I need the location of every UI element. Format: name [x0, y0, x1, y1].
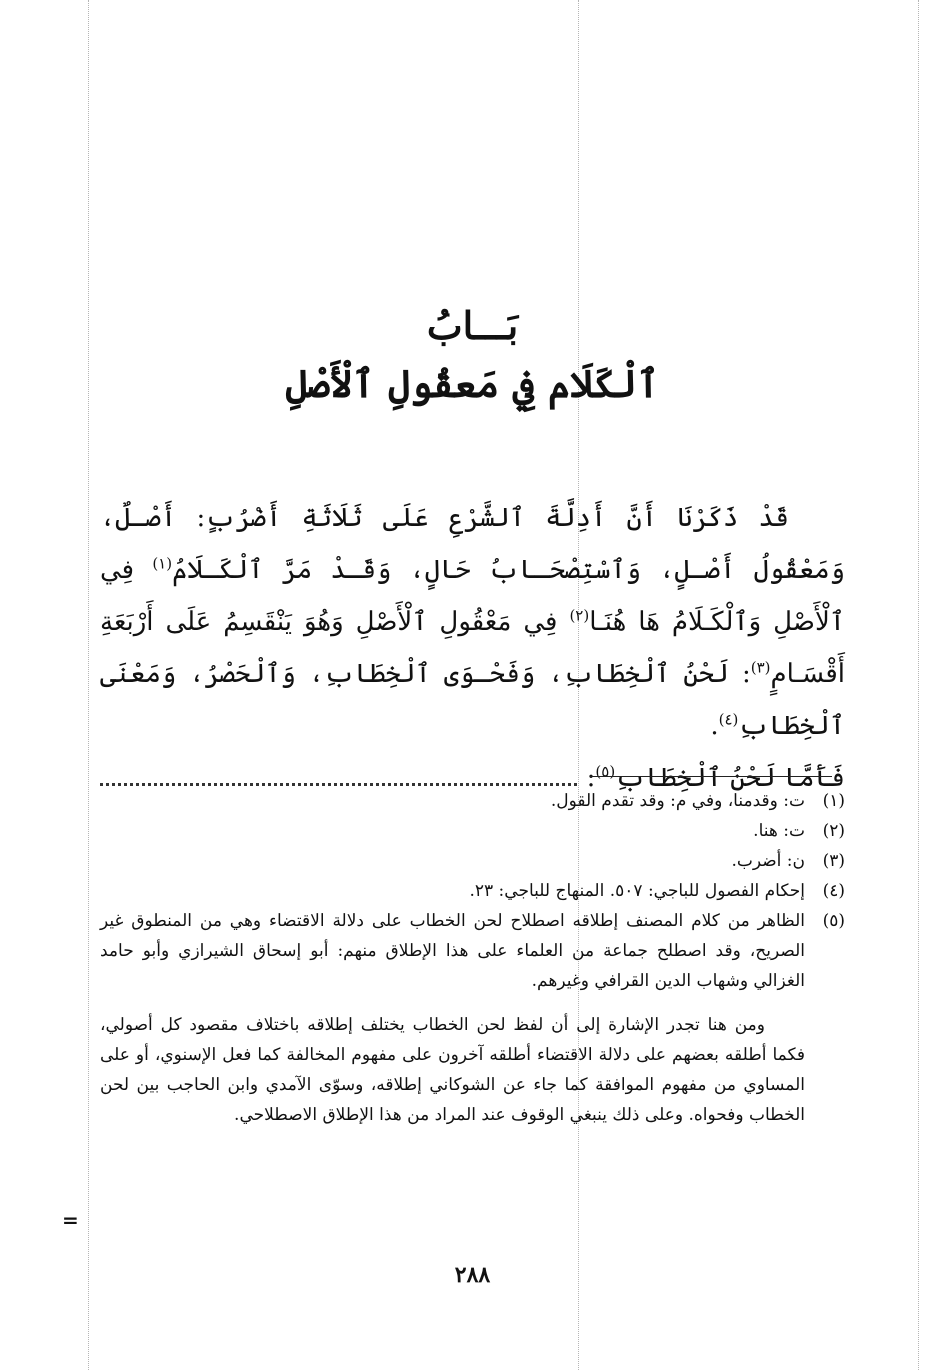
footnote-ref-1[interactable]: (١)	[152, 554, 173, 573]
footnote-separator	[590, 776, 832, 777]
scan-artifact-line	[918, 0, 919, 1370]
footnote-item	[100, 906, 845, 996]
footnote-number: (١)	[822, 791, 845, 811]
footnote-number: (٢)	[822, 821, 845, 841]
footnotes	[100, 786, 845, 1130]
main-text	[100, 492, 845, 804]
chapter-label: بَـــابُ	[426, 303, 519, 348]
footnote-ref-2[interactable]: (٢)	[569, 606, 590, 625]
footnote-item	[100, 876, 845, 906]
main-paragraph: قَدْ ذَكَرْنَا أَنَّ أَدِلَّةَ ٱلشَّرْعِ عَلَى ثَلَاثَةِ أَضْرُبٍ: أَصْـلٌ، وَمَعْقُولُ أَصْـلٍ، وَٱسْتِصْحَـابُ حَالٍ، وَقَـدْ مَرَّ ٱلْكَـلَامُ$^{(١)}$ فِي ٱلْأَصْلِ وَٱلْكَـلَامُ هَا هُنَـا$^{(٢)}$ فِي مَعْقُولِ ٱلْأَصْلِ وَهُوَ يَنْقَسِمُ عَلَى أَرْبَعَةِ أَقْسَـامٍ$^{(٣)}$: لَحْنُ ٱلْخِطَابِ، وَفَحْـوَى ٱلْخِطَابِ، وَٱلْحَصْرُ، وَمَعْنَى ٱلْخِطَابِ$^{(٤)}$.	[100, 503, 846, 741]
footnote-continuation: ومن هنا تجدر الإشارة إلى أن لفظ لحن الخطاب يختلف إطلاقه باختلاف مقصود كل أصولي، فكما أطلقه بعضهم على دلالة الاقتضاء أطلقه آخرون على مفهوم المخالفة كما فعل الإسنوي، أو على المساوي من مفهوم الموافقة كما جاء عن الشوكاني إطلاقه، وسوّى الآمدي وابن الحاجب بين لحن الخطاب وفحواه. وعلى ذلك ينبغي الوقوف عند المراد من هذا الإطلاق الاصطلاحي.	[100, 1015, 805, 1125]
footnote-item	[100, 816, 845, 846]
scan-artifact-line	[88, 0, 89, 1370]
footnote-ref-5[interactable]: (٥)	[595, 762, 616, 781]
section-intro-text: فَأَمَّا لَحْنُ ٱلْخِطَابِ$^{(٥)}$:	[586, 762, 845, 793]
page-number: ٢٨٨	[454, 1262, 491, 1288]
footnote-item	[100, 786, 845, 816]
footnote-text: ت: وقدمنا، وفي م: وقد تقدم القول.	[550, 791, 805, 811]
footnote-number: (٤)	[822, 881, 845, 901]
footnote-text: ت: هنا.	[753, 821, 805, 841]
footnote-number: (٥)	[822, 911, 845, 931]
footnote-text: الظاهر من كلام المصنف إطلاقه اصطلاح لحن الخطاب على دلالة الاقتضاء وهي من المنطوق غير الصريح، وقد اصطلح جماعة من العلماء على هذا الإطلاق منهم: أبو إسحاق الشيرازي وأبو حامد الغزالي وشهاب الدين القرافي وغيرهم.	[100, 911, 805, 991]
chapter-title: ٱلْكَلَام فِي مَعقُولِ ٱلْأَصْلِ	[285, 361, 660, 406]
footnote-ref-3[interactable]: (٣)	[750, 658, 771, 677]
margin-mark: =	[62, 1208, 79, 1232]
footnote-number: (٣)	[822, 851, 845, 871]
footnote-text: ن: أضرب.	[731, 851, 805, 871]
footnote-text: إحكام الفصول للباجي: ٥٠٧. المنهاج للباجي: ٢٣.	[469, 881, 805, 901]
footnote-ref-4[interactable]: (٤)	[718, 710, 739, 729]
footnote-item	[100, 846, 845, 876]
chapter-heading	[100, 300, 845, 412]
